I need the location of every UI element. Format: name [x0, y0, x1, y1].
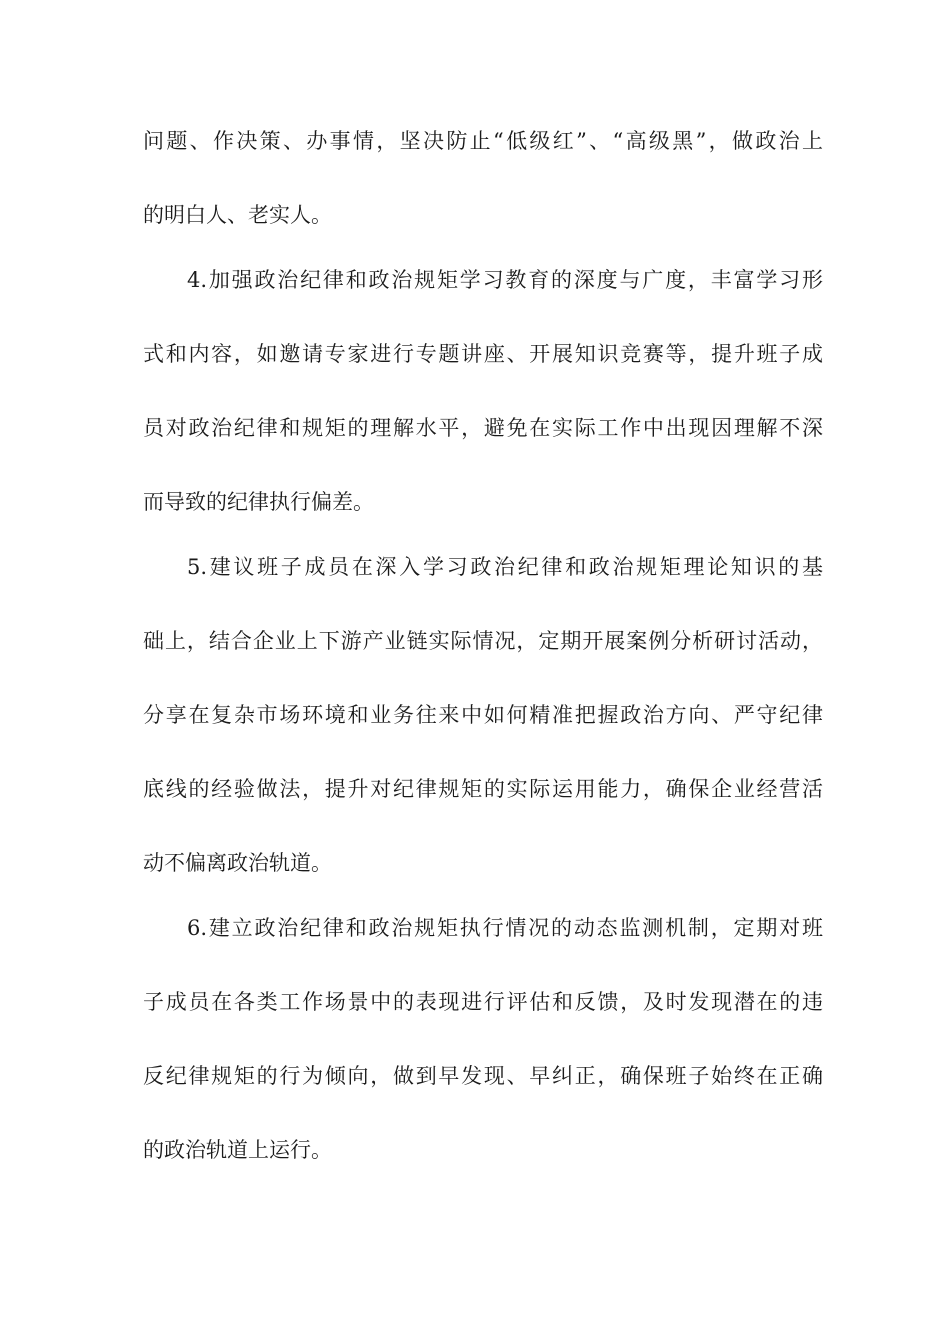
paragraph-6-start: 6.建立政治纪律和政治规矩执行情况的动态监测机制，定期对班: [187, 916, 823, 940]
text-line: 问题、作决策、办事情，坚决防止“低级红”、“高级黑”，做政治上: [143, 129, 823, 153]
text-line: 反纪律规矩的行为倾向，做到早发现、早纠正，确保班子始终在正确: [143, 1064, 823, 1088]
text-line: 动不偏离政治轨道。: [143, 851, 332, 875]
text-line: 式和内容，如邀请专家进行专题讲座、开展知识竞赛等，提升班子成: [143, 342, 823, 366]
text-line: 的明白人、老实人。: [143, 203, 332, 227]
text-line: 而导致的纪律执行偏差。: [143, 490, 374, 514]
text-line: 础上，结合企业上下游产业链实际情况，定期开展案例分析研讨活动，: [143, 629, 823, 653]
paragraph-4-start: 4.加强政治纪律和政治规矩学习教育的深度与广度，丰富学习形: [187, 268, 823, 292]
paragraph-5-start: 5.建议班子成员在深入学习政治纪律和政治规矩理论知识的基: [187, 555, 823, 579]
text-line: 的政治轨道上运行。: [143, 1138, 332, 1162]
text-line: 员对政治纪律和规矩的理解水平，避免在实际工作中出现因理解不深: [143, 416, 823, 440]
text-line: 分享在复杂市场环境和业务往来中如何精准把握政治方向、严守纪律: [143, 703, 823, 727]
text-line: 底线的经验做法，提升对纪律规矩的实际运用能力，确保企业经营活: [143, 777, 823, 801]
text-line: 子成员在各类工作场景中的表现进行评估和反馈，及时发现潜在的违: [143, 990, 823, 1014]
